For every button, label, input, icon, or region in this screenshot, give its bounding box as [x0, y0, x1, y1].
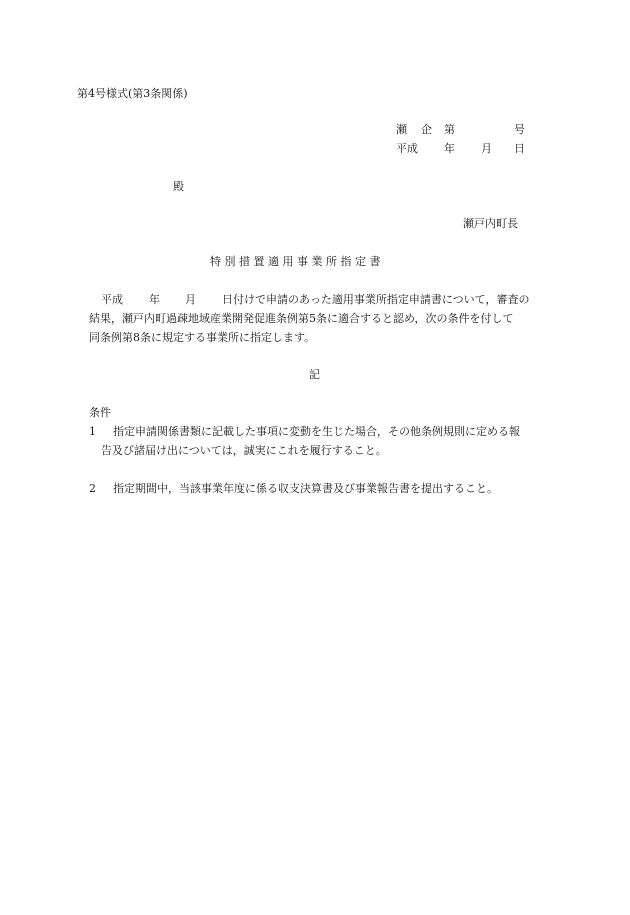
body-year: 年 — [149, 293, 160, 306]
issuer: 瀬戸内町長 — [463, 217, 518, 230]
date-year: 年 — [444, 142, 455, 155]
reference-go: 号 — [514, 123, 525, 136]
document-title: 特 別 措 置 適 用 事 業 所 指 定 書 — [210, 255, 381, 268]
date-era: 平成 — [396, 142, 418, 155]
condition-text-line2: 告及び諸届け出については，誠実にこれを履行すること。 — [101, 444, 387, 457]
reference-prefix: 瀬 — [396, 123, 407, 136]
condition-number: 2 — [89, 482, 96, 495]
body-line1-rest: 日付けで申請のあった適用事業所指定申請書について，審査の — [222, 293, 530, 306]
addressee-suffix: 殿 — [173, 180, 184, 193]
reference-dai: 第 — [444, 123, 455, 136]
body-line2: 結果，瀬戸内町過疎地域産業開発促進条例第5条に適合すると認め，次の条件を付して — [89, 312, 514, 325]
ki-marker: 記 — [309, 368, 320, 381]
date-month: 月 — [481, 142, 492, 155]
form-label: 第4号様式(第3条関係) — [77, 87, 188, 100]
body-month: 月 — [185, 293, 196, 306]
condition-number: 1 — [89, 425, 96, 438]
condition-text-line1: 指定期間中，当該事業年度に係る収支決算書及び事業報告書を提出すること。 — [113, 482, 498, 495]
reference-kigyo: 企 — [421, 123, 432, 136]
conditions-heading: 条件 — [89, 406, 111, 419]
body-line3: 同条例第8条に規定する事業所に指定します。 — [89, 331, 316, 344]
condition-text-line1: 指定申請関係書類に記載した事項に変動を生じた場合，その他条例規則に定める報 — [113, 425, 520, 438]
body-era: 平成 — [101, 293, 123, 306]
date-day: 日 — [514, 142, 525, 155]
